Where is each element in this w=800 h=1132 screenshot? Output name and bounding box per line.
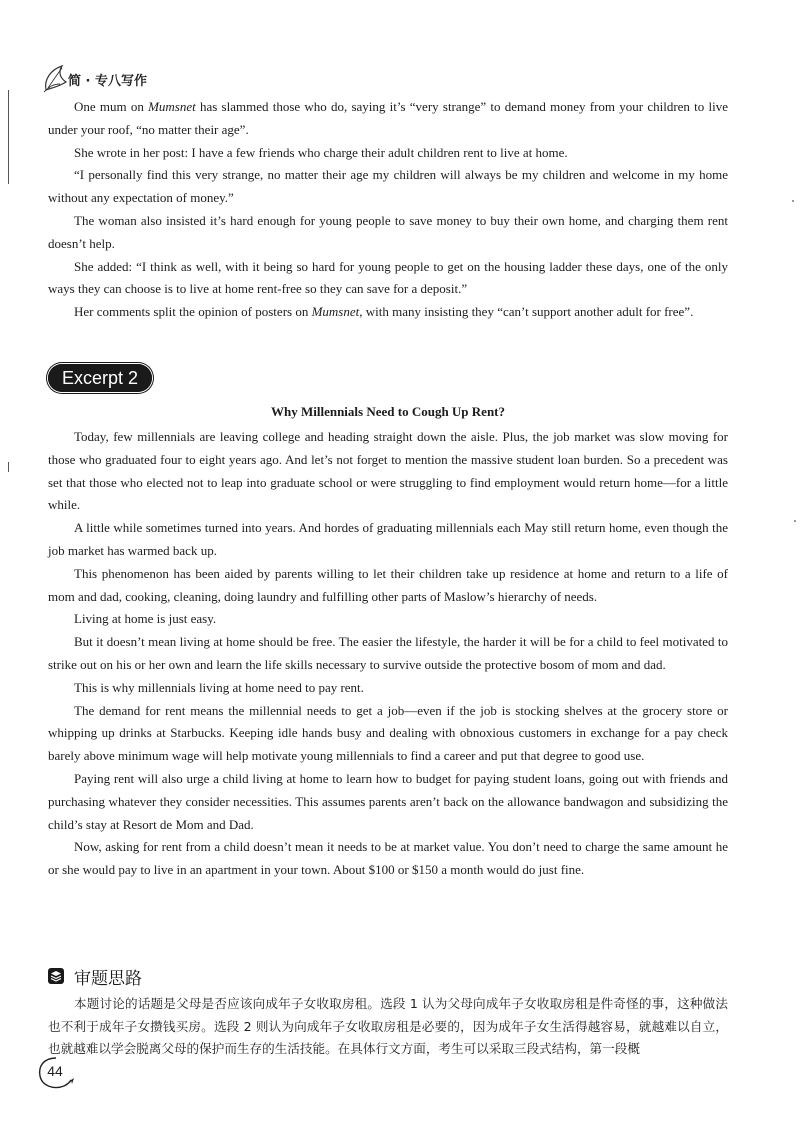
excerpt-2-paragraph: Paying rent will also urge a child living at home to learn how to budget for paying student loans, going out with friends and purchasing whatever they consider necessities. This assumes parents aren’t back on the allowance bandwagon and subsidizing the child’s stay at Resort de Mom and Dad.: [48, 770, 728, 832]
page-number-badge: [36, 1054, 78, 1092]
excerpt-1-paragraph: Her comments split the opinion of posters on Mumsnet, with many insisting they “can’t support another adult for free”.: [74, 304, 694, 320]
excerpt-2-paragraphs: [48, 426, 728, 882]
scan-artifact-line: [8, 90, 9, 180]
header-title: 简 · 专八写作: [68, 73, 147, 89]
analysis-heading: [48, 964, 142, 988]
excerpt-2-paragraph: Living at home is just easy.: [74, 611, 217, 627]
excerpt-2-paragraph: This phenomenon has been aided by parents willing to let their children take up residence at home and return to a life of mom and dad, cooking, cleaning, doing laundry and fulfilling other parts of Maslow’s hierarchy of needs.: [48, 565, 728, 604]
excerpt-2-paragraph: But it doesn’t mean living at home should be free. The easier the lifestyle, the harder it will be for a child to feel motivated to strike out on his or her own and learn the life skills necessary to survive outside the protective bosom of mom and dad.: [48, 634, 728, 672]
excerpt-2-badge: Excerpt 2: [48, 364, 152, 392]
italic-source-name: Mumsnet: [148, 99, 196, 114]
scan-artifact-line: [8, 462, 9, 472]
excerpt-1-body: [48, 96, 728, 324]
excerpt-2-paragraph: This is why millennials living at home need to pay rent.: [74, 679, 364, 695]
excerpt-2-title: Why Millennials Need to Cough Up Rent?: [270, 404, 506, 419]
layers-icon: [48, 968, 64, 984]
scan-speck: [792, 200, 794, 202]
analysis-title: 审题思路: [74, 968, 142, 989]
page-number: 44: [47, 1063, 63, 1079]
excerpt-2-body: [48, 402, 728, 882]
excerpt-1-paragraph: One mum on Mumsnet has slammed those who do, saying it’s “very strange” to demand money from your children to live under your roof, “no matter their age”.: [48, 99, 728, 137]
excerpt-2-paragraph: Now, asking for rent from a child doesn’t mean it needs to be at market value. You don’t need to charge the same amount he or she would pay to live in an apartment in your town. About $100 or $150 a month would do just fine.: [48, 839, 728, 878]
scan-artifact-line: [8, 170, 9, 184]
scan-speck: [794, 520, 796, 522]
excerpt-1-paragraph: She wrote in her post: I have a few friends who charge their adult children rent to live at home.: [74, 144, 568, 160]
excerpt-2-paragraph: A little while sometimes turned into years. And hordes of graduating millennials each May still return home, even though the job market has warmed back up.: [48, 520, 728, 558]
italic-source-name: Mumsnet: [311, 304, 360, 320]
excerpt-1-paragraph: The woman also insisted it’s hard enough for young people to save money to buy their own home, and charging them rent doesn’t help.: [48, 212, 728, 251]
excerpt-1-paragraph: She added: “I think as well, with it being so hard for young people to get on the housing ladder these days, one of the only ways they can choose is to live at home rent-free so they can save for a deposit.”: [48, 258, 728, 297]
excerpt-2-paragraph: The demand for rent means the millennial needs to get a job—even if the job is stocking shelves at the grocery store or whipping up drinks at Starbucks. Keeping idle hands busy and dealing with obnoxious customers in exchange for a pay check barely above minimum wage will help motivate young millennials to find a career and put that degree to good use.: [48, 702, 728, 764]
running-header: [42, 62, 147, 96]
excerpt-2-paragraph: Today, few millennials are leaving college and heading straight down the aisle. Plus, the job market was slow moving for those who graduated four to eight years ago. And let’s not forget to mention the massive student loan burden. So a precedent was set that those who elected not to leap into graduate school or were struggling to find employment would return home—for a little while.: [48, 429, 728, 513]
excerpt-1-paragraph: “I personally find this very strange, no matter their age my children will always be my children and welcome in my home without any expectation of money.”: [48, 167, 728, 206]
analysis-paragraph: 本题讨论的话题是父母是否应该向成年子女收取房租。选段 1 认为父母向成年子女收取房租是件奇怪的事，这种做法也不利于成年子女攒钱买房。选段 2 则认为向成年子女收取房租是必要的，因为成年子女生活得越容易，就越难以自立，也就越难以学会脱离父母的保护而生存的生活技能。在具体行文方面，考生可以采取三段式结构，第一段概: [48, 996, 728, 1056]
